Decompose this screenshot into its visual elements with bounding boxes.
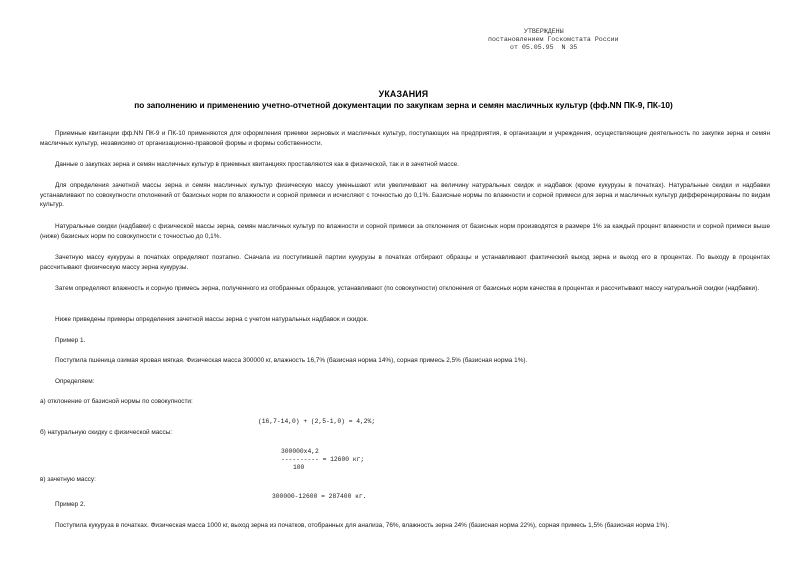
formula-b-fraction-line: ---------- = 12600 кг;	[281, 456, 365, 463]
paragraph-1: Приемные квитанции фф.NN ПК-9 и ПК-10 применяются для оформления приемки зерновых и масличных культур, поступающих на предприятия, в организации и учреждения, осуществляющие деятельность по закупке зерна и семян масличных культур, независимо от организационно-правовой формы и формы собственности.	[40, 130, 770, 147]
example-1-label: Пример 1.	[55, 337, 86, 344]
formula-a: (16,7-14,0) + (2,5-1,0) = 4,2%;	[258, 418, 376, 425]
determine-label: Определяем:	[55, 378, 95, 385]
approval-stamp	[488, 28, 618, 53]
approval-line-2: постановлением Госкомстата России	[488, 36, 619, 44]
step-b-label: б) натуральную скидку с физической массы:	[40, 429, 173, 436]
example-2-text: Поступила кукуруза в початках. Физическая масса 1000 кг, выход зерна из початков, отобранных для анализа, 76%, влажность зерна 24% (базисная норма 22%), сорная примесь 1,5% (базисная норма 1%).	[55, 522, 670, 529]
approval-line-1: УТВЕРЖДЕНЫ	[524, 28, 564, 35]
step-a-label: а) отклонение от базисной нормы по совокупности:	[40, 398, 193, 405]
approval-line-3: от 05.05.95 N 35	[510, 44, 578, 52]
paragraph-2: Данные о закупках зерна и семян масличных культур в приемных квитанциях проставляются как в физической, так и в зачетной массе.	[55, 161, 459, 168]
paragraph-4: Натуральные скидки (надбавки) с физической массы зерна, семян масличных культур по влажности и сорной примеси за отклонения от базисных норм производятся в размере 1% за каждый процент влажности и сорной примеси выше (ниже) базисных норм по совокупности с точностью до 0,1%.	[40, 223, 770, 240]
formula-c: 300000-12600 = 287400 кг.	[272, 493, 367, 500]
step-c-label: в) зачетную массу:	[40, 476, 96, 483]
paragraph-6: Затем определяют влажность и сорную примесь зерна, полученного из отобранных образцов, устанавливают (по совокупности) отклонения от базисных норм качества в процентах и рассчитывают массу натуральной скидки (надбавки).	[55, 285, 759, 292]
paragraph-5: Зачетную массу кукурузы в початках определяют поэтапно. Сначала из поступившей партии кукурузы в початках отбирают образцы и устанавливают фактический выход зерна и выход его в процентах. По выходу в процентах рассчитывают физическую массу зерна кукурузы.	[40, 254, 770, 271]
formula-b-numerator: 300000x4,2	[281, 448, 319, 455]
document-subtitle: по заполнению и применению учетно-отчетной документации по закупкам зерна и семян масличных культур (фф.NN ПК-9, ПК-10)	[134, 100, 673, 110]
paragraph-7: Ниже приведены примеры определения зачетной массы зерна с учетом натуральных надбавок и скидок.	[55, 316, 369, 323]
document-title: УКАЗАНИЯ	[378, 89, 429, 99]
formula-b-denominator: 100	[293, 464, 305, 471]
example-1-text: Поступила пшеница озимая яровая мягкая. Физическая масса 300000 кг, влажность 16,7% (базисная норма 14%), сорная примесь 2,5% (базисная норма 1%).	[55, 357, 528, 364]
example-2-label: Пример 2.	[55, 501, 86, 508]
paragraph-3: Для определения зачетной массы зерна и семян масличных культур физическую массу уменьшают или увеличивают на величину натуральных скидок и надбавок (кроме кукурузы в початках). Натуральные скидки и надбавки устанавливают по совокупности отклонений от базисных норм по влажности и сорной примеси и исчисляют с точностью до 0,1%. Базисные нормы по влажности и сорной примеси для зерна и масличных культур дифференцированы по видам культур.	[40, 182, 770, 209]
